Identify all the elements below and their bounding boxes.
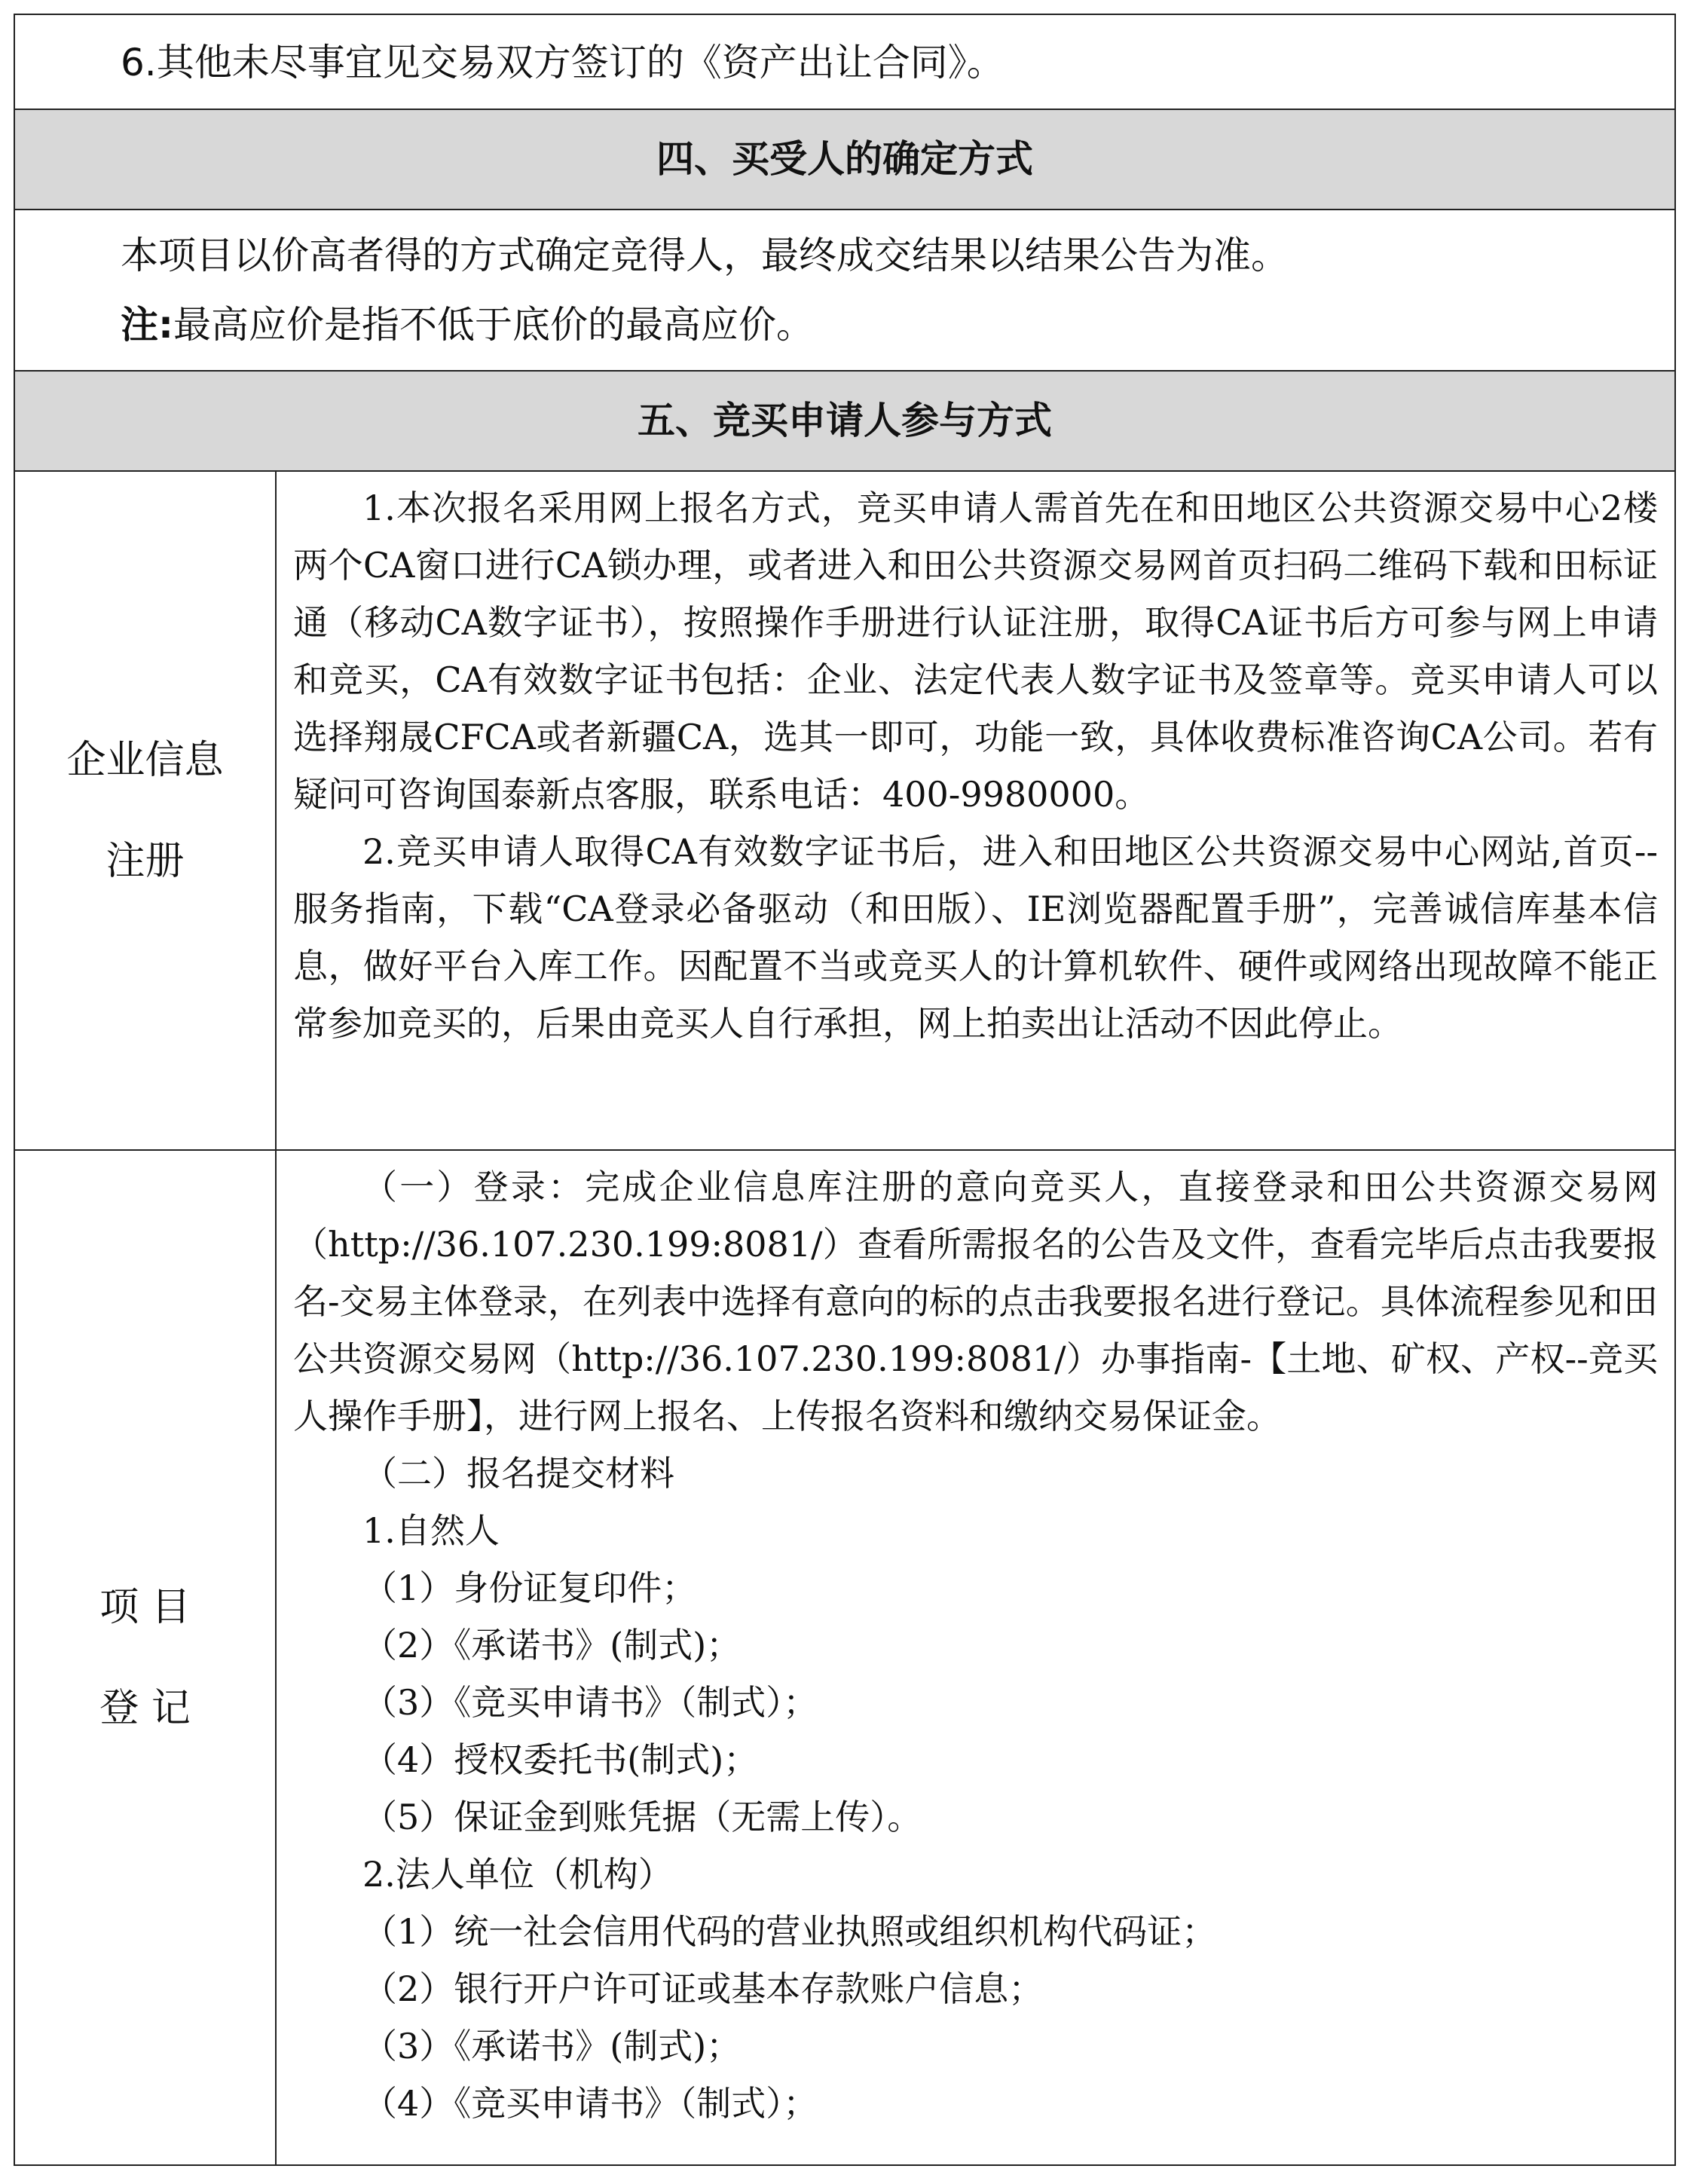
registration-label-line2: 注册 <box>106 838 185 884</box>
list-item: （2）《承诺书》(制式)； <box>362 1625 742 1666</box>
section4-header-row <box>14 109 1675 210</box>
registration-para-2: 2.竞买申请人取得CA有效数字证书后，进入和田地区公共资源交易中心网站,首页--服务指南，下载“CA登录必备驱动（和田版）、IE浏览器配置手册”，完善诚信库基本信息，做好平台入库工作。因配置不当或竞买人的计算机软件、硬件或网络出现故障不能正常参加竞买的，后果由竞买人自行承担，网上拍卖出让活动不因此停止。 <box>293 831 1658 1044</box>
list-item: （4）《竞买申请书》（制式）； <box>362 2083 818 2124</box>
registration-label-cell <box>14 471 276 1150</box>
registration-label-line1: 企业信息 <box>66 737 224 783</box>
section5-header-cell <box>14 371 1675 471</box>
section4-body-cell <box>14 210 1675 371</box>
registration-content <box>277 472 1674 1052</box>
list-item: （2）银行开户许可证或基本存款账户信息； <box>362 1968 1044 2009</box>
registration-para-1: 1.本次报名采用网上报名方式，竞买申请人需首先在和田地区公共资源交易中心2楼两个CA窗口进行CA锁办理，或者进入和田公共资源交易网首页扫码二维码下载和田标证通（移动CA数字证书），按照操作手册进行认证注册，取得CA证书后方可参与网上申请和竞买，CA有效数字证书包括：企业、法定代表人数字证书及签章等。竞买申请人可以选择翔晟CFCA或者新疆CA，选其一即可，功能一致，具体收费标准咨询CA公司。若有疑问可咨询国泰新点客服，联系电话：400-9980000。 <box>293 488 1658 815</box>
project-row <box>14 1150 1675 2165</box>
section4-body-row <box>14 210 1675 371</box>
natural-person-title: 1.自然人 <box>362 1510 500 1551</box>
note-text: 最高应价是指不低于底价的最高应价。 <box>173 303 814 347</box>
legal-entity-title: 2.法人单位（机构） <box>362 1854 673 1895</box>
other-matters-text: 6.其他未尽事宜见交易双方签订的《资产出让合同》。 <box>121 41 1005 84</box>
project-label-cell <box>14 1150 276 2165</box>
login-paragraph: （一）登录：完成企业信息库注册的意向竞买人，直接登录和田公共资源交易网（http://36.107.230.199:8081/）查看所需报名的公告及文件，查看完毕后点击我要报名-交易主体登录，在列表中选择有意向的标的点击我要报名进行登记。具体流程参见和田公共资源交易网（http://36.107.230.199:8081/）办事指南-【土地、矿权、产权--竞买人操作手册】，进行网上报名、上传报名资料和缴纳交易保证金。 <box>293 1167 1658 1436</box>
section4-title: 四、买受人的确定方式 <box>656 137 1033 181</box>
document-table <box>14 14 1676 2166</box>
section4-header-cell <box>14 109 1675 210</box>
materials-title: （二）报名提交材料 <box>362 1453 674 1494</box>
project-content <box>277 1151 1674 2132</box>
top-row <box>14 14 1675 109</box>
project-content-cell <box>276 1150 1675 2165</box>
section4-line1: 本项目以价高者得的方式确定竞得人，最终成交结果以结果公告为准。 <box>121 234 1289 277</box>
list-item: （1）身份证复印件； <box>362 1568 697 1608</box>
section5-title: 五、竞买申请人参与方式 <box>638 399 1052 442</box>
project-label-line2: 登 记 <box>99 1685 191 1731</box>
section4-note <box>121 290 1674 359</box>
section4-body <box>15 210 1674 359</box>
project-label <box>15 1557 275 1759</box>
note-label: 注: <box>121 303 173 347</box>
list-item: （3）《承诺书》(制式)； <box>362 2026 742 2066</box>
registration-label <box>15 710 275 912</box>
registration-content-cell <box>276 471 1675 1150</box>
list-item: （3）《竞买申请书》（制式）； <box>362 1682 818 1723</box>
registration-row <box>14 471 1675 1150</box>
top-row-cell <box>14 14 1675 109</box>
list-item: （5）保证金到账凭据（无需上传）。 <box>362 1797 922 1837</box>
project-label-line1: 项 目 <box>99 1584 191 1630</box>
list-item: （4）授权委托书(制式)； <box>362 1739 759 1780</box>
list-item: （1）统一社会信用代码的营业执照或组织机构代码证； <box>362 1911 1217 1952</box>
section5-header-row <box>14 371 1675 471</box>
